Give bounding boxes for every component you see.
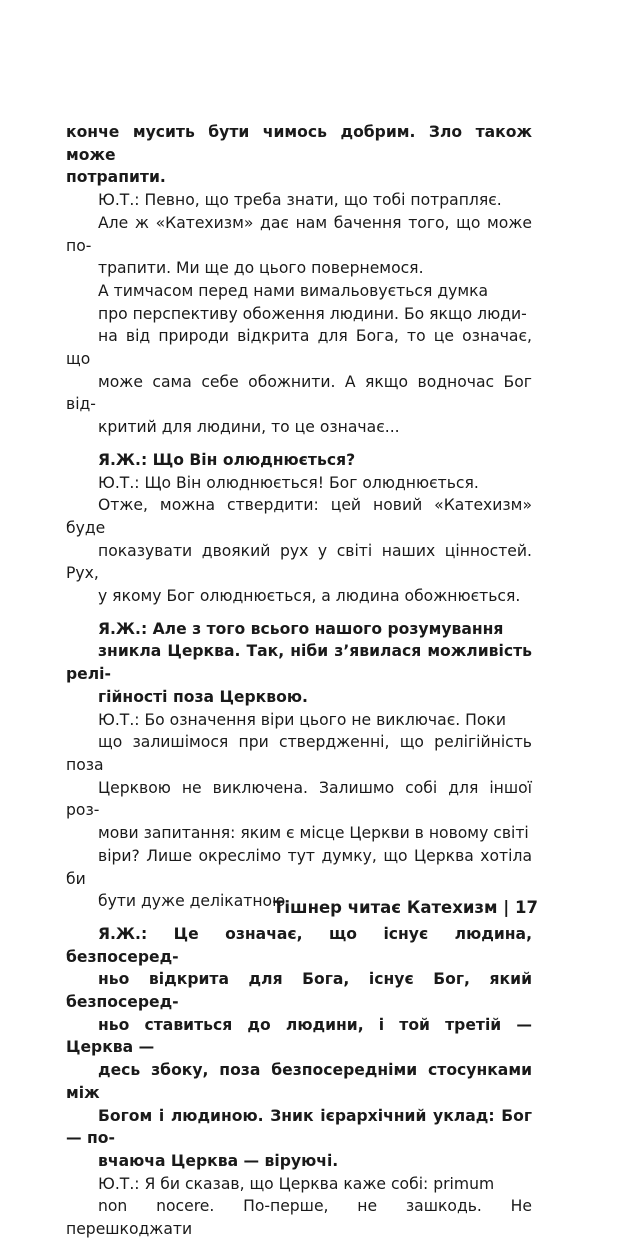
text-line: Я.Ж.: Що Він олюднюється? — [98, 450, 356, 469]
text-line: Ю.Т.: Я би сказав, що Церква каже собі: primum — [98, 1174, 495, 1193]
answer-paragraph — [66, 709, 532, 913]
text-line: non nocere. По-перше, не зашкодь. Не перешкоджати — [66, 1197, 532, 1239]
text-line: Богом і людиною. Зник ієрархічний уклад: Бог — по- — [66, 1106, 532, 1148]
text-line: Ю.Т.: Що Він олюднюється! Бог олюднюється. — [98, 473, 479, 492]
text-line: гійності поза Церквою. — [98, 687, 308, 706]
text-line: про перспективу обоження людини. Бо якщо люди- — [98, 304, 527, 323]
question-paragraph — [66, 923, 532, 1173]
answer-paragraph — [66, 1173, 532, 1241]
question-paragraph — [66, 121, 532, 189]
body-text — [66, 121, 532, 1241]
text-line: А тимчасом перед нами вимальовується думка — [98, 281, 489, 300]
text-line: Я.Ж.: Але з того всього нашого розумування — [98, 619, 504, 638]
text-line: Ю.Т.: Певно, що треба знати, що тобі потрапляє. — [98, 191, 502, 210]
page-number: 17 — [515, 898, 538, 917]
text-line: що залишімося при ствердженні, що релігійність поза — [66, 733, 532, 774]
text-line: Отже, можна ствердити: цей новий «Катехизм» буде — [66, 496, 532, 537]
question-paragraph — [66, 449, 532, 472]
text-line: Але ж «Катехизм» дає нам бачення того, що може по- — [66, 213, 532, 255]
text-line: у якому Бог олюднюється, а людина обожнюється. — [98, 587, 521, 606]
text-line: Ю.Т.: Бо означення віри цього не виключає. Поки — [98, 710, 506, 729]
text-line: потрапити. — [66, 168, 166, 187]
running-title: Тішнер читає Катехизм — [273, 898, 498, 917]
text-line: конче мусить бути чимось добрим. Зло також може — [66, 123, 532, 164]
text-line: критий для людини, то це означає... — [98, 418, 400, 437]
text-line: може сама себе обожнити. А якщо водночас Бог від- — [66, 372, 532, 414]
text-line: на від природи відкрита для Бога, то це означає, що — [66, 327, 532, 369]
footer-separator: | — [503, 898, 510, 917]
text-line: вчаюча Церква — віруючі. — [98, 1151, 339, 1170]
text-line: бути дуже делікатною. — [98, 892, 291, 911]
answer-paragraph — [66, 472, 532, 608]
answer-paragraph — [66, 280, 532, 439]
text-line: ньо відкрита для Бога, існує Бог, який безпосеред- — [66, 970, 532, 1012]
text-line: трапити. Ми ще до цього повернемося. — [98, 259, 424, 278]
text-line: Я.Ж.: Це означає, що існує людина, безпосеред- — [66, 924, 532, 966]
question-paragraph — [66, 618, 532, 709]
text-line: показувати двоякий рух у світі наших цінностей. Рух, — [66, 541, 532, 583]
text-line: зникла Церква. Так, ніби з’явилася можливість релі- — [66, 642, 532, 684]
text-line: віри? Лише окреслімо тут думку, що Церква хотіла би — [66, 846, 532, 888]
answer-paragraph — [66, 189, 532, 280]
text-line: мови запитання: яким є місце Церкви в новому світі — [98, 824, 529, 843]
running-footer — [273, 897, 538, 919]
text-line: десь збоку, поза безпосередніми стосунками між — [66, 1061, 532, 1102]
text-line: ньо ставиться до людини, і той третій — Церква — — [66, 1015, 532, 1057]
text-line: Церквою не виключена. Залишмо собі для іншої роз- — [66, 778, 532, 820]
